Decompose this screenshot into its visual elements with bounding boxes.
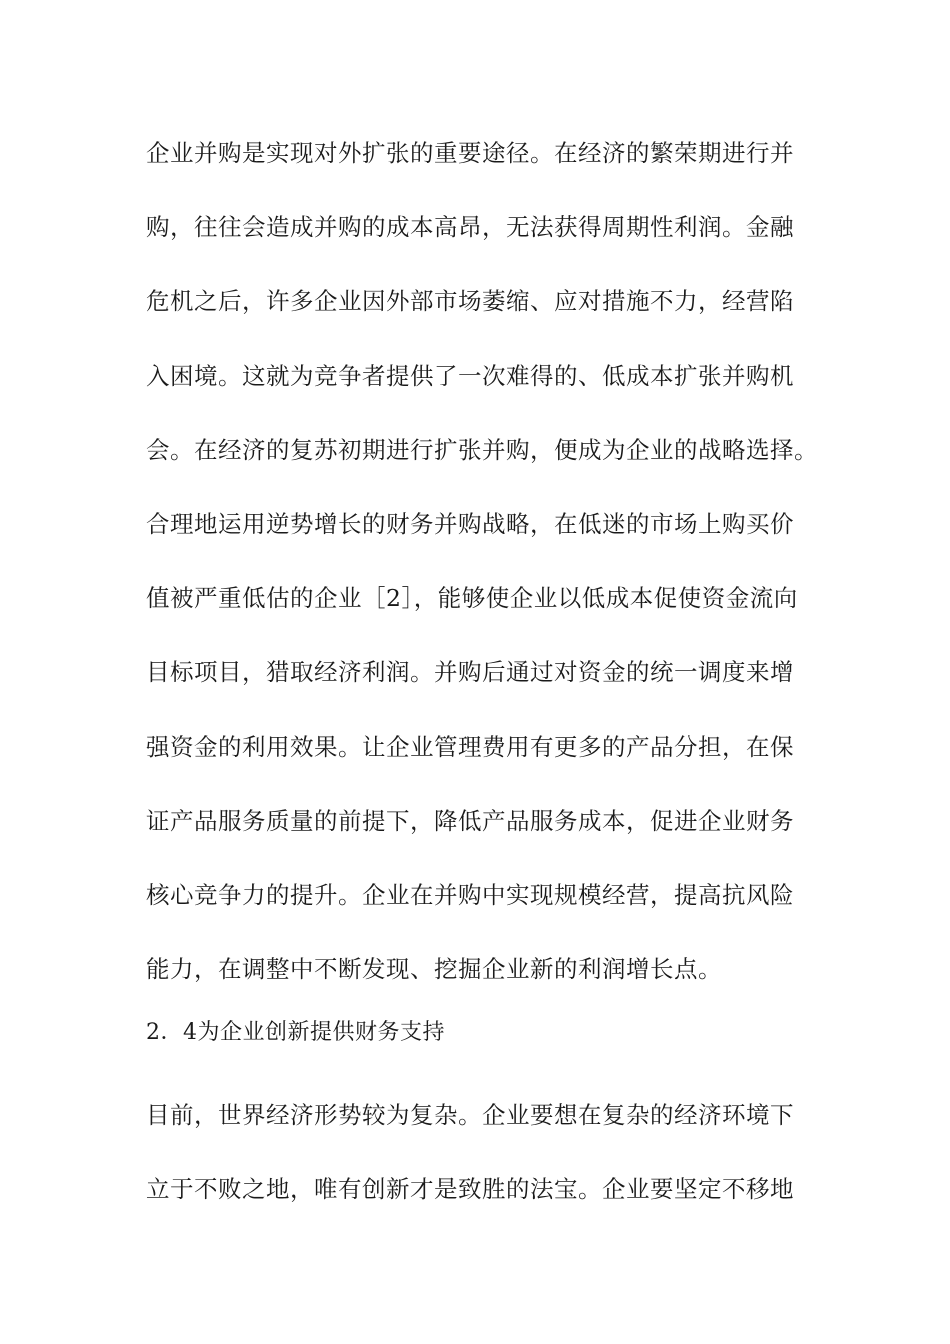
paragraph-line: 值被严重低估的企业［2］，能够使企业以低成本促使资金流向 <box>146 584 798 612</box>
paragraph-line: 合理地运用逆势增长的财务并购战略，在低迷的市场上购买价 <box>146 510 794 538</box>
paragraph-line: 危机之后，许多企业因外部市场萎缩、应对措施不力，经营陷 <box>146 287 794 315</box>
paragraph-line: 立于不败之地，唯有创新才是致胜的法宝。企业要坚定不移地 <box>146 1175 794 1203</box>
paragraph-line: 能力，在调整中不断发现、挖掘企业新的利润增长点。 <box>146 955 722 983</box>
paragraph-line: 强资金的利用效果。让企业管理费用有更多的产品分担，在保 <box>146 733 794 761</box>
paragraph-line: 证产品服务质量的前提下，降低产品服务成本，促进企业财务 <box>146 807 794 835</box>
paragraph-line: 购，往往会造成并购的成本高昂，无法获得周期性利润。金融 <box>146 213 794 241</box>
paragraph-line: 核心竞争力的提升。企业在并购中实现规模经营，提高抗风险 <box>146 881 794 909</box>
paragraph-line: 会。在经济的复苏初期进行扩张并购，便成为企业的战略选择。 <box>146 436 818 464</box>
paragraph-line: 目标项目，猎取经济利润。并购后通过对资金的统一调度来增 <box>146 658 794 686</box>
paragraph-line: 入困境。这就为竞争者提供了一次难得的、低成本扩张并购机 <box>146 362 794 390</box>
paragraph-line: 目前，世界经济形势较为复杂。企业要想在复杂的经济环境下 <box>146 1101 794 1129</box>
section-heading: 2．4为企业创新提供财务支持 <box>146 1020 445 1045</box>
paragraph-line: 企业并购是实现对外扩张的重要途径。在经济的繁荣期进行并 <box>146 139 794 167</box>
